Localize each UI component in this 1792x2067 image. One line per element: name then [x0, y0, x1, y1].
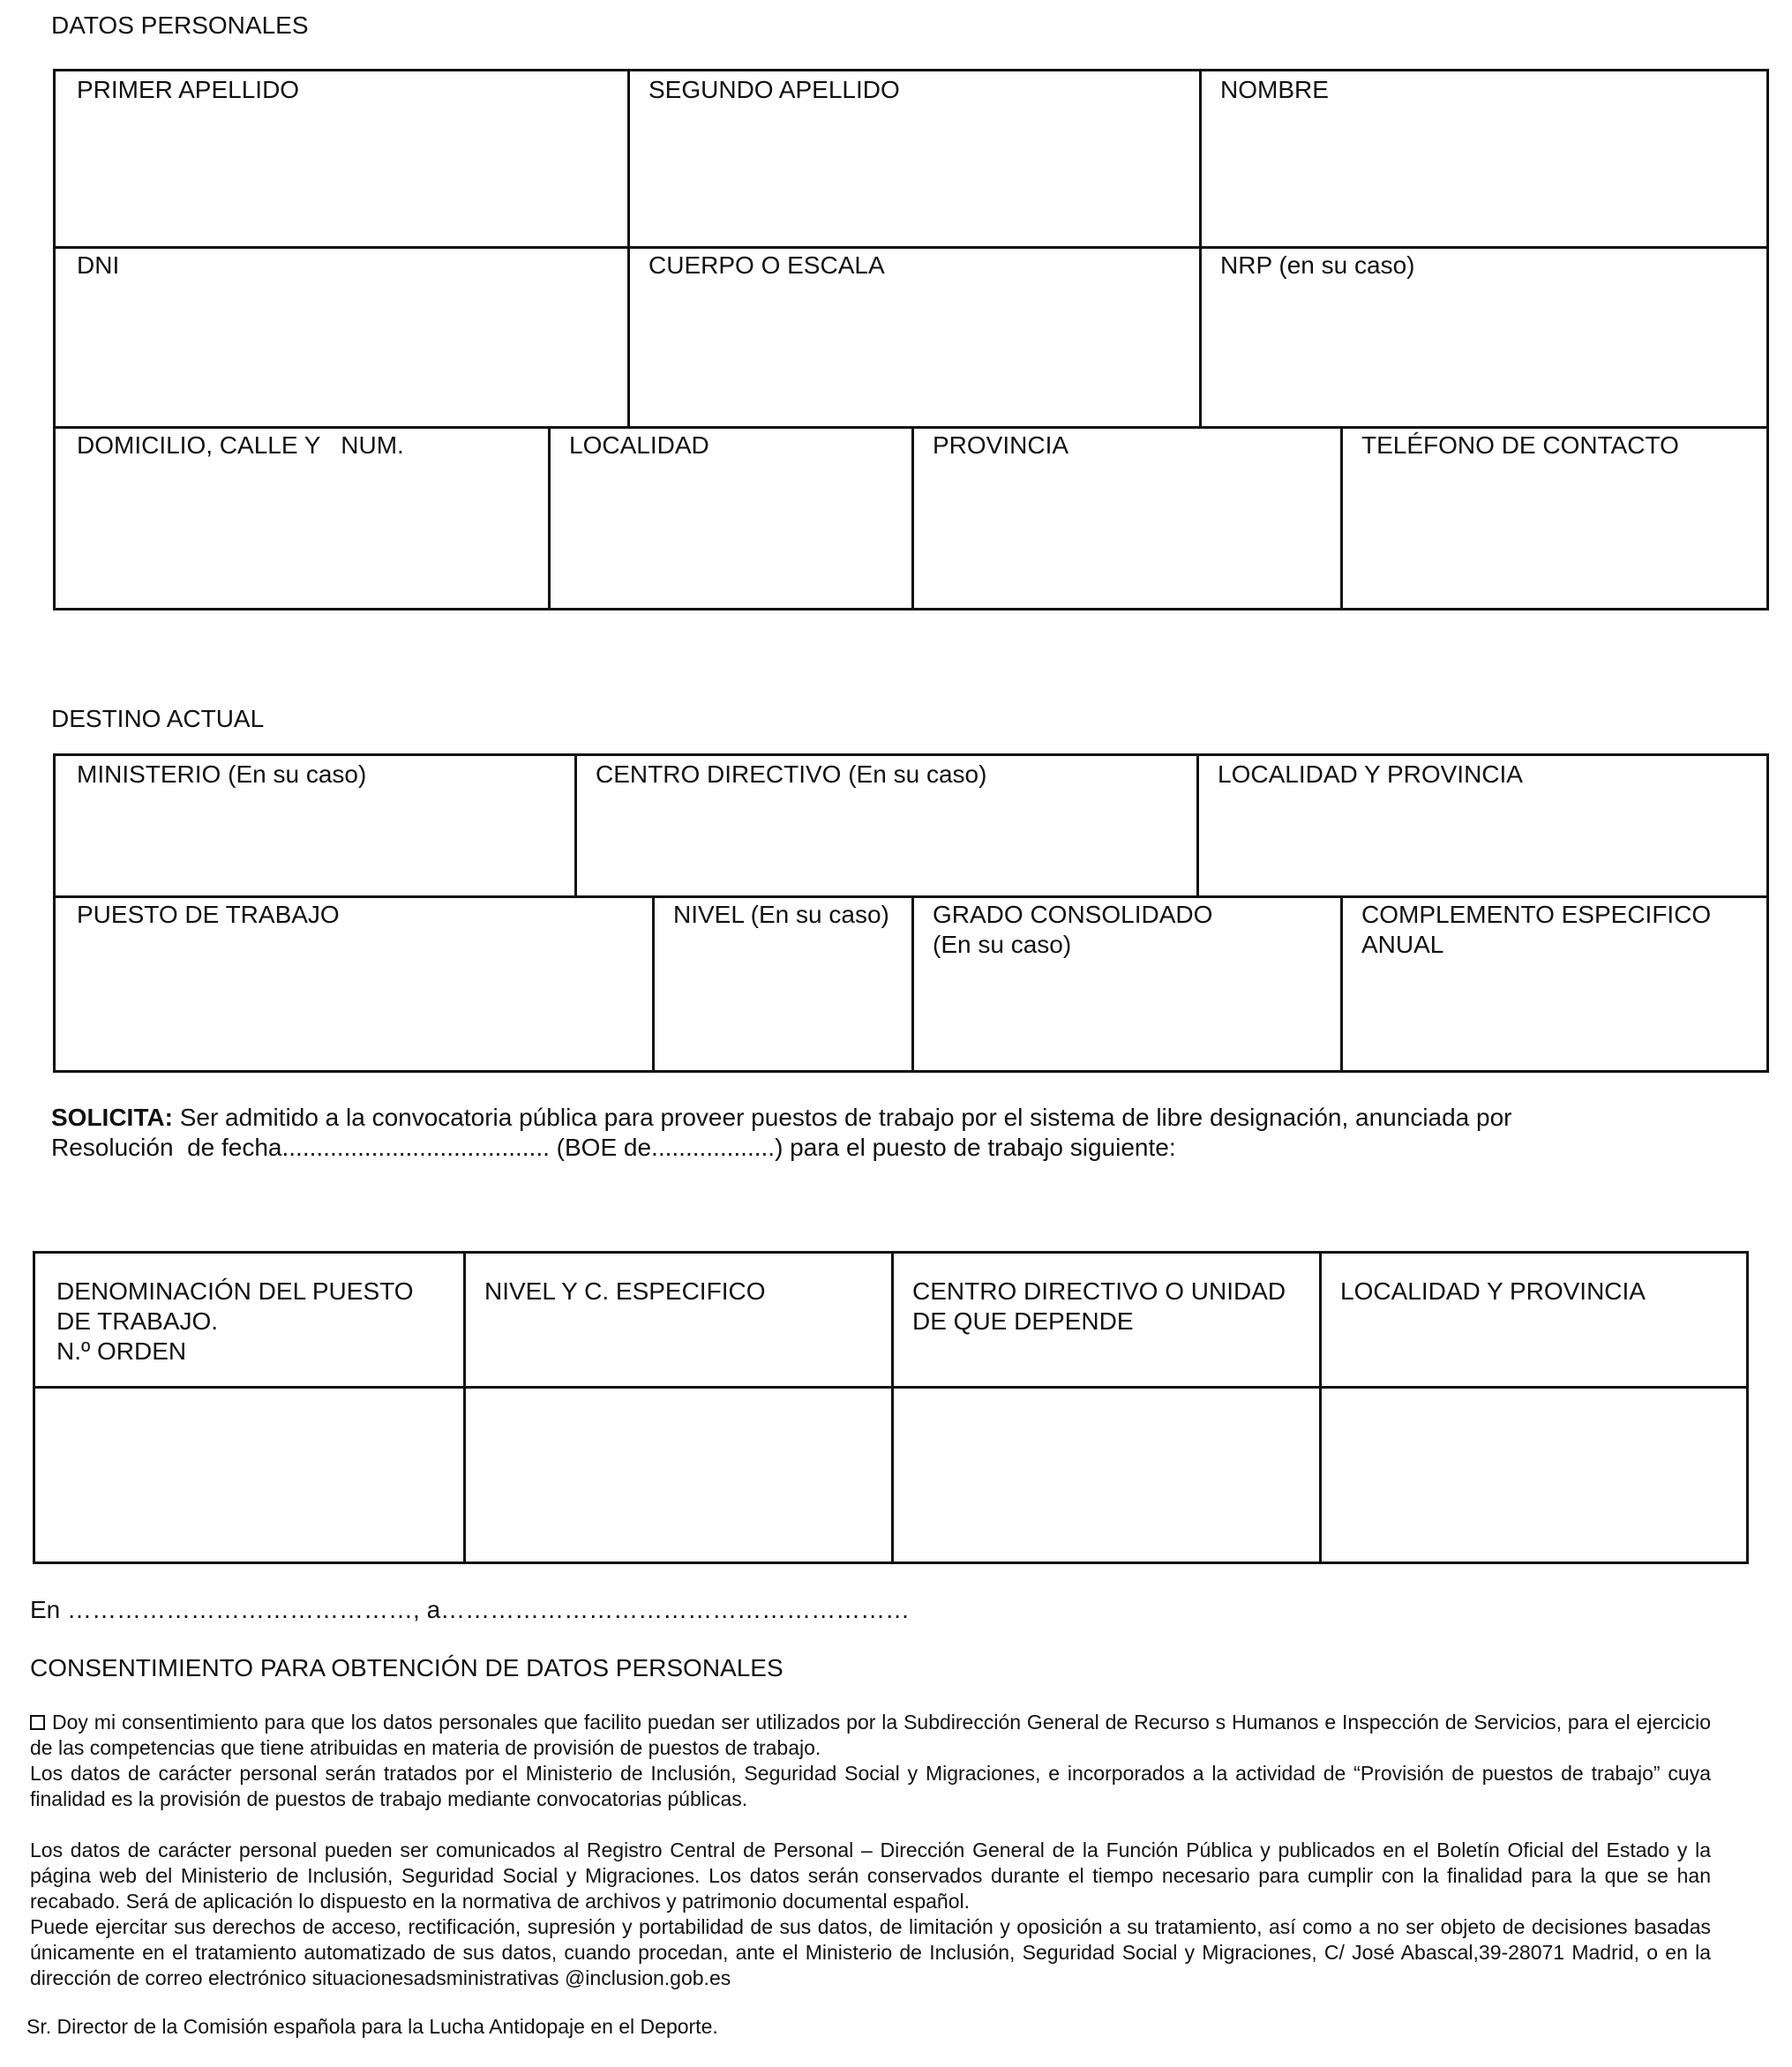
- localidad-provincia-input[interactable]: [1322, 1389, 1746, 1561]
- nivel-especifico-header: NIVEL Y C. ESPECIFICO: [484, 1277, 766, 1305]
- localidad-field[interactable]: LOCALIDAD: [569, 431, 709, 459]
- centro-directivo-field[interactable]: CENTRO DIRECTIVO (En su caso): [596, 760, 987, 788]
- solicita-line2: Resolución de fecha....................................... (BOE de..................) para el puesto de trabajo siguiente:: [51, 1134, 1176, 1161]
- consentimiento-body: [30, 1710, 1711, 1991]
- consent-checkbox[interactable]: [30, 1715, 45, 1730]
- denominacion-puesto-header: DENOMINACIÓN DEL PUESTO DE TRABAJO. N.º ORDEN: [56, 1277, 414, 1365]
- ministerio-field[interactable]: MINISTERIO (En su caso): [77, 760, 367, 788]
- cuerpo-escala-field[interactable]: CUERPO O ESCALA: [649, 251, 885, 279]
- nivel-field[interactable]: NIVEL (En su caso): [673, 901, 889, 928]
- complemento-especifico-field[interactable]: COMPLEMENTO ESPECIFICO ANUAL: [1361, 901, 1712, 958]
- centro-directivo-header: CENTRO DIRECTIVO O UNIDAD DE QUE DEPENDE: [912, 1277, 1286, 1335]
- domicilio-field[interactable]: DOMICILIO, CALLE Y NUM.: [77, 431, 404, 459]
- primer-apellido-field[interactable]: PRIMER APELLIDO: [77, 76, 300, 103]
- puesto-trabajo-field[interactable]: PUESTO DE TRABAJO: [77, 901, 340, 928]
- nivel-especifico-input[interactable]: [466, 1389, 891, 1561]
- localidad-provincia-field[interactable]: LOCALIDAD Y PROVINCIA: [1218, 760, 1523, 788]
- telefono-field[interactable]: TELÉFONO DE CONTACTO: [1361, 431, 1679, 459]
- centro-directivo-input[interactable]: [894, 1389, 1319, 1561]
- datos-personales-title: DATOS PERSONALES: [51, 11, 309, 39]
- solicita-text: [51, 1103, 1728, 1163]
- provincia-field[interactable]: PROVINCIA: [933, 431, 1069, 459]
- datos-personales-table: [53, 69, 1769, 610]
- consent-checkbox-text: Doy mi consentimiento para que los datos personales que facilito puedan ser utilizados por la Subdirección General de Recurso s Humanos e Inspección de Servicios, para el ejercicio de las competencias que tiene atribuidas en materia de provisión de puestos de trabajo.: [30, 1711, 1711, 1759]
- destino-actual-title: DESTINO ACTUAL: [51, 705, 265, 732]
- segundo-apellido-field[interactable]: SEGUNDO APELLIDO: [649, 76, 900, 103]
- consentimiento-title: CONSENTIMIENTO PARA OBTENCIÓN DE DATOS PERSONALES: [30, 1654, 784, 1681]
- consent-paragraph-2: Los datos de carácter personal serán tratados por el Ministerio de Inclusión, Seguridad Social y Migraciones, e incorporados a la actividad de “Provisión de puestos de trabajo” cuya finalidad es la provisión de puestos de trabajo mediante convocatorias públicas.: [30, 1762, 1711, 1810]
- destinatario-line: Sr. Director de la Comisión española para la Lucha Antidopaje en el Deporte.: [26, 2015, 718, 2038]
- nrp-field[interactable]: NRP (en su caso): [1220, 251, 1415, 279]
- localidad-provincia-header: LOCALIDAD Y PROVINCIA: [1340, 1277, 1646, 1305]
- grado-consolidado-field[interactable]: GRADO CONSOLIDADO (En su caso): [933, 901, 1213, 958]
- solicita-line1: Ser admitido a la convocatoria pública para proveer puestos de trabajo por el sistema de libre designación, anunciada por: [172, 1104, 1512, 1131]
- dni-field[interactable]: DNI: [77, 251, 120, 279]
- denominacion-puesto-input[interactable]: [35, 1389, 463, 1561]
- destino-actual-table: [53, 753, 1769, 1073]
- nombre-field[interactable]: NOMBRE: [1220, 76, 1329, 103]
- consent-paragraph-3: Los datos de carácter personal pueden ser comunicados al Registro Central de Personal – Dirección General de la Función Pública y publicados en el Boletín Oficial del Estado y la página web del Ministerio de Inclusión, Seguridad Social y Migraciones. Los datos serán conservados durante el tiempo necesario para cumplir con la finalidad para la que se han recabado. Será de aplicación lo dispuesto en la normativa de archivos y patrimonio documental español.: [30, 1839, 1711, 1913]
- consent-paragraph-4: Puede ejercitar sus derechos de acceso, rectificación, supresión y portabilidad de sus datos, de limitación y oposición a su tratamiento, así como a no ser objeto de decisiones basadas únicamente en el tratamiento automatizado de sus datos, cuando procedan, ante el Ministerio de Inclusión, Seguridad Social y Migraciones, C/ José Abascal,39-28071 Madrid, o en la dirección de correo electrónico situacionesadsministrativas @inclusion.gob.es: [30, 1915, 1711, 1989]
- lugar-fecha-line[interactable]: En ……………………………………, a…………………………………………………: [30, 1596, 911, 1623]
- puesto-solicitado-table: [33, 1251, 1749, 1564]
- solicita-label: SOLICITA:: [51, 1104, 173, 1131]
